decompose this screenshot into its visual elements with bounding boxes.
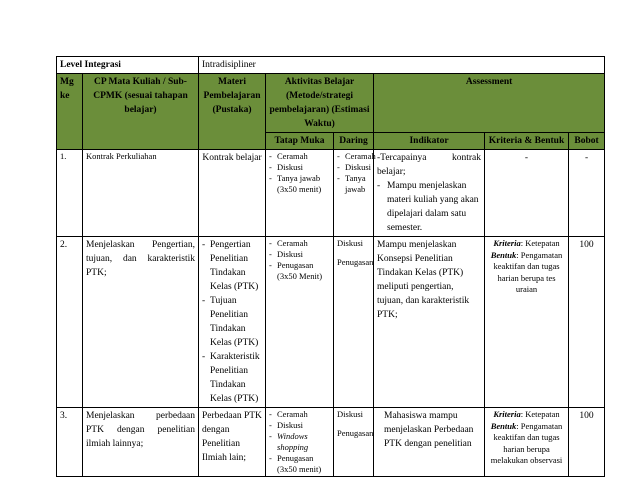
row-indikator: Mahasiswa mampu menjelaskan Perbedaan PTK dengan penelitian [374,408,485,477]
list-item: - Karakteristik Penelitian Tindakan Kelas (PTK) [202,350,262,406]
row-kriteria: - [485,150,569,237]
row-bobot: - [569,150,605,237]
daring-item: Diskusi [337,238,363,248]
bentuk-label: Bentuk [490,249,517,260]
row-materi [199,237,266,408]
list-item: - Diskusi [337,162,370,173]
header-indikator: Indikator [374,133,485,150]
list-item: - Tanya jawab [337,173,370,195]
header-aktivitas: Aktivitas Belajar (Metode/strategi pembelajaran) (Estimasi Waktu) [266,74,374,133]
row-kriteria [485,237,569,408]
row-tatap-muka [266,408,334,477]
table-row [57,150,605,237]
header-mg: Mg ke [57,74,83,150]
row-materi: Kontrak belajar [199,150,266,237]
header-bobot: Bobot [569,133,605,150]
header-daring: Daring [334,133,374,150]
list-item: - Tujuan Penelitian Tindakan Kelas (PTK) [202,294,262,350]
level-value: Intradisipliner [199,57,605,74]
row-kriteria [485,408,569,477]
level-label: Level Integrasi [57,57,199,74]
kriteria-label: Kriteria [493,238,521,248]
header-cp: CP Mata Kuliah / Sub-CPMK (sesuai tahapan belajar) [83,74,199,150]
daring-item: Penugasan [337,428,374,438]
header-kriteria: Kriteria & Bentuk [485,133,569,150]
list-item: - Ceramah [269,238,330,249]
row-tatap-muka [266,150,334,237]
list-item: - Ceramah [269,151,330,162]
row-number: 1. [57,150,83,237]
daring-item: Penugasan [337,257,374,267]
table-row [57,408,605,477]
row-cp: Menjelaskan perbedaan PTK dengan penelitian ilmiah lainnya; [83,408,199,477]
list-item: - Tanya jawab (3x50 menit) [269,173,330,195]
row-indikator: Mampu menjelaskan Konsepsi Penelitian Tindakan Kelas (PTK) meliputi pengertian, tujuan, dan karakteristik PTK; [374,237,485,408]
list-item: - Diskusi [269,249,330,260]
list-item: - Pengertian Penelitian Tindakan Kelas (PTK) [202,238,262,294]
table-row [57,237,605,408]
level-row [57,57,605,74]
kriteria-text: : Ketepatan [520,409,560,419]
list-item: - Diskusi [269,420,330,431]
indikator-line: -Tercapainya kontrak belajar; [377,153,482,177]
list-item: - Windows shopping [269,431,330,453]
row-number: 2. [57,237,83,408]
rps-table [56,56,605,477]
list-item: - Mampu menjelaskan materi kuliah yang akan dipelajari dalam satu semester. [377,179,481,235]
bentuk-text: : Pengamatan keaktifan dan tugas harian berupa tes uraian [493,249,563,294]
row-daring [334,408,374,477]
kriteria-text: : Ketepatan [520,238,560,248]
list-item: - Diskusi [269,162,330,173]
bentuk-label: Bentuk [490,420,517,431]
row-number: 3. [57,408,83,477]
daring-item: Diskusi [337,409,363,419]
bentuk-text: : Pengamatan keaktifan dan tugas harian berupa melakukan observasi [490,420,563,465]
row-indikator [374,150,485,237]
header-materi: Materi Pembelajaran (Pustaka) [199,74,266,150]
kriteria-label: Kriteria [493,409,521,419]
row-cp: Kontrak Perkuliahan [83,150,199,237]
row-daring [334,237,374,408]
header-assessment: Assessment [374,74,605,133]
list-item: - Penugasan (3x50 menit) [269,453,330,475]
row-bobot: 100 [569,408,605,477]
list-item: - Ceramah [269,409,330,420]
list-item: - Ceramah [337,151,370,162]
row-cp: Menjelaskan Pengertian, tujuan, dan karakteristik PTK; [83,237,199,408]
row-tatap-muka [266,237,334,408]
header-row [57,74,605,133]
header-tatap-muka: Tatap Muka [266,133,334,150]
row-daring [334,150,374,237]
row-materi: Perbedaan PTK dengan Penelitian Ilmiah lain; [199,408,266,477]
row-bobot: 100 [569,237,605,408]
list-item: - Penugasan (3x50 Menit) [269,260,330,282]
